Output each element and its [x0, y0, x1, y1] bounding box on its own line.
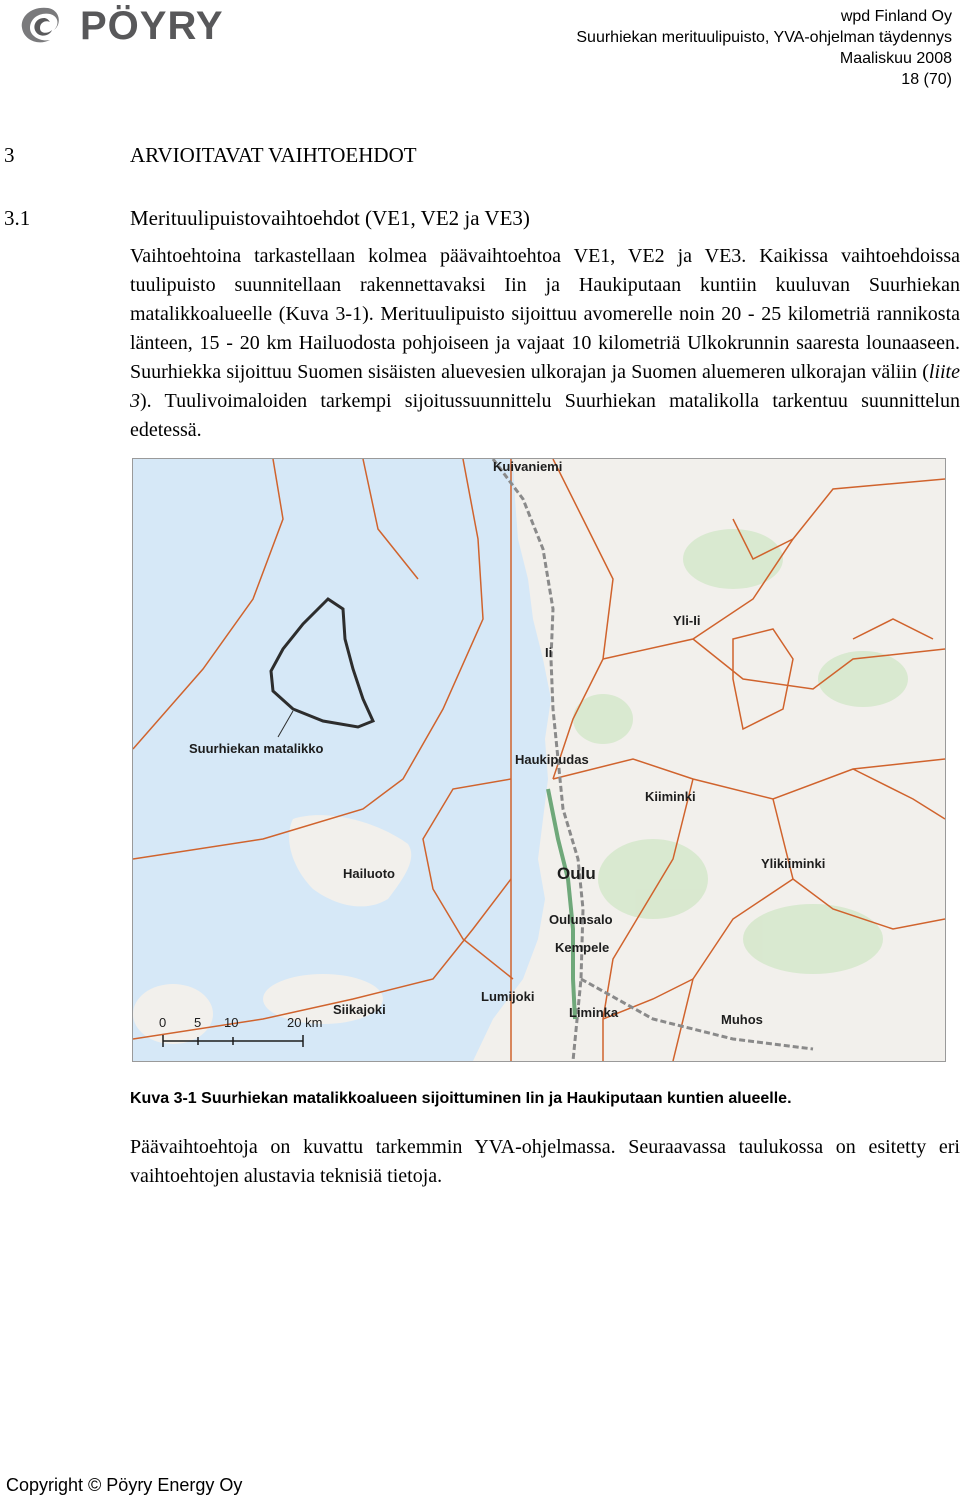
appendix-reference: liite 3: [130, 361, 960, 412]
header-date: Maaliskuu 2008: [839, 50, 952, 67]
subsection-heading: [4, 206, 530, 231]
header-page-number: 18 (70): [901, 71, 952, 88]
map-label-kiiminki: Kiiminki: [645, 789, 696, 804]
section-number: 3: [4, 143, 15, 167]
map-label-lumijoki: Lumijoki: [481, 989, 535, 1004]
page-header: [576, 6, 952, 90]
paragraph-intro-text-end: ). Tuulivoimaloiden tarkempi sijoitussuunnittelu Suurhiekan matalikolla tarkentuu suunnittelun edetessä.: [130, 390, 960, 441]
poyry-swirl-icon: [14, 2, 74, 50]
map-label-kuivaniemi: Kuivaniemi: [493, 459, 563, 474]
map-label-siikajoki: Siikajoki: [333, 1002, 386, 1017]
map-label-oulunsalo: Oulunsalo: [549, 912, 613, 927]
scale-tick-0: 0: [159, 1015, 167, 1030]
paragraph-followup: Päävaihtoehtoja on kuvattu tarkemmin YVA-ohjelmassa. Seuraavassa taulukossa on esitetty eri vaihtoehtojen alustavia teknisiä tietoja.: [130, 1136, 960, 1187]
scale-tick-10: 10: [224, 1015, 239, 1030]
map-label-muhos: Muhos: [721, 1012, 763, 1027]
map-label-kempele: Kempele: [555, 940, 610, 955]
location-map: [132, 458, 946, 1062]
subsection-number: 3.1: [4, 206, 31, 230]
section-heading: [4, 143, 417, 168]
scale-tick-20km: 20 km: [287, 1015, 323, 1030]
map-label-haukipudas: Haukipudas: [515, 752, 589, 767]
map-label-liminka: Liminka: [569, 1005, 619, 1020]
map-label-ii: Ii: [545, 645, 553, 660]
map-label-suurhiekan-matalikko: Suurhiekan matalikko: [189, 741, 324, 756]
map-label-ylikiiminki: Ylikiiminki: [761, 856, 826, 871]
logo-text: PÖYRY: [80, 4, 224, 48]
figure-caption: Kuva 3-1 Suurhiekan matalikkoalueen sijoittuminen Iin ja Haukiputaan kuntien alueelle.: [130, 1090, 792, 1107]
section-title: ARVIOITAVAT VAIHTOEHDOT: [130, 143, 417, 167]
header-company: wpd Finland Oy: [840, 8, 952, 25]
map-label-yli-ii: Yli-Ii: [673, 613, 701, 628]
header-document: Suurhiekan merituulipuisto, YVA-ohjelman täydennys: [576, 29, 952, 46]
subsection-title: Merituulipuistovaihtoehdot (VE1, VE2 ja VE3): [130, 206, 530, 230]
scale-tick-5: 5: [194, 1015, 202, 1030]
paragraph-intro: [130, 242, 960, 445]
paragraph-intro-text: Vaihtoehtoina tarkastellaan kolmea päävaihtoehtoa VE1, VE2 ja VE3. Kaikissa vaihtoehdoissa tuulipuisto suunnitellaan rakennettavaksi Iin ja Haukiputaan kuntiin kuuluvan Suurhiekan matalikkoalueelle (Kuva 3-1). Merituulipuisto sijoittuu avomerelle noin 20 - 25 kilometriä rannikosta länteen, 15 - 20 km Hailuodosta pohjoiseen ja vajaat 10 kilometriä Ulkokrunnin saaresta lounaaseen. Suurhiekka sijoittuu Suomen sisäisten aluevesien ulkorajan ja Suomen aluemeren ulkorajan väliin (: [130, 245, 960, 383]
poyry-logo: [14, 2, 274, 50]
map-label-hailuoto: Hailuoto: [343, 866, 395, 881]
page-footer: Copyright © Pöyry Energy Oy: [6, 1475, 243, 1495]
map-label-oulu: Oulu: [557, 864, 596, 883]
